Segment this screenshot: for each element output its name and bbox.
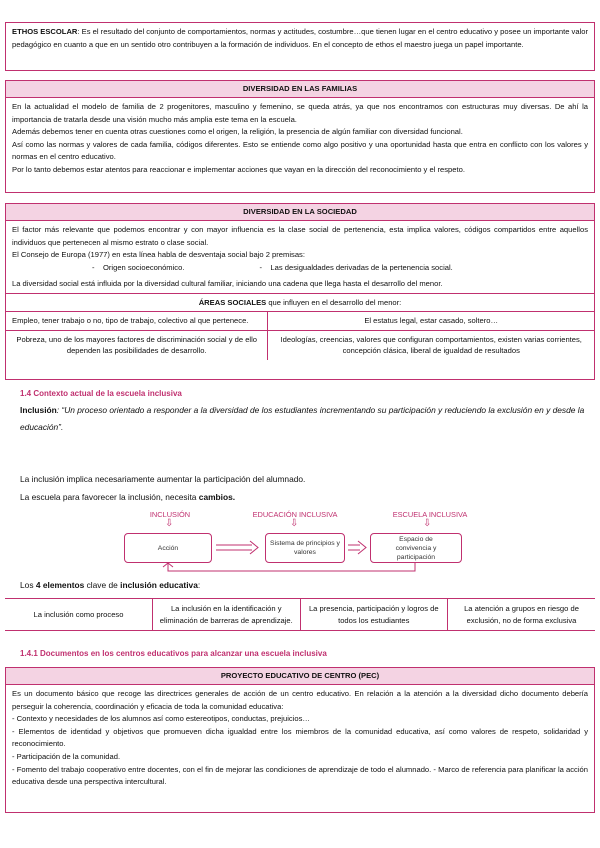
area-cell: Pobreza, uno de los mayores factores de discriminación social y de ello dependen las posibilidades de desarrollo. <box>6 330 268 360</box>
familias-paragraph: Así como las normas y valores de cada familia, códigos diferentes. Esto se entiende como algo positivo y una oportunidad hasta que entra en conflicto con los valores y normas en el centro educativo. <box>12 139 588 162</box>
right-arrow-icon <box>348 541 366 554</box>
pec-line: Es un documento básico que recoge las directrices generales de acción de un centro educativo. En relación a la atención a la diversidad dicho documento debería perseguir la coherencia, coordinación y eficacia de toda la comunidad educativa: <box>12 689 588 711</box>
right-arrow-icon <box>216 541 258 554</box>
area-cell: Empleo, tener trabajo o no, tipo de trabajo, colectivo al que pertenece. <box>6 312 268 331</box>
familias-paragraph: Por lo tanto debemos estar atentos para reaccionar e implementar acciones que vayan en la dirección del reconocimiento y el respeto. <box>12 164 465 174</box>
flow-box-sistema: Sistema de principios y valores <box>265 533 345 563</box>
pec-line: - Contexto y necesidades de los alumnos así como estereotipos, conductas, prejuicios… <box>12 714 310 724</box>
familias-title: DIVERSIDAD EN LAS FAMILIAS <box>6 81 594 98</box>
pec-line: - Elementos de identidad y objetivos que promueven dicha igualdad entre los miembros de la comunidad educativa, así como valores de respeto, solidaridad y reconocimiento. <box>12 726 588 749</box>
sociedad-title: DIVERSIDAD EN LA SOCIEDAD <box>6 204 594 221</box>
flow-box-accion: Acción <box>124 533 212 563</box>
sociedad-p1: El factor más relevante que podemos encontrar y con mayor influencia es la clase social de pertenencia, esta implica valores, códigos compartidos entre aquellos individuos que pertenecen al mismo estrato o clase social. <box>12 225 588 247</box>
four-elements-table <box>5 598 595 631</box>
pec-title: PROYECTO EDUCATIVO DE CENTRO (PEC) <box>6 668 594 685</box>
section-1-4-heading: 1.4 Contexto actual de la escuela inclusiva <box>20 389 182 398</box>
ethos-text: ETHOS ESCOLAR: Es el resultado del conjunto de comportamientos, normas y actitudes, costumbre…que tienen lugar en el centro educativo y posee un importante valor pedagógico en cuanto a que en un sentido otro contribuyen a la formación de individuos. En el concepto de ethos el maestro juega un papel importante. <box>12 27 588 49</box>
area-cell: Ideologías, creencias, valores que configuran comportamientos, existen varias corrientes, concepción clásica, liberal de igualdad de resultados <box>268 330 594 360</box>
return-arrow-icon <box>163 563 415 571</box>
sociedad-p2: El Consejo de Europa (1977) en esta línea habla de desventaja social bajo 2 premisas: <box>12 250 305 260</box>
element-cell: La inclusión en la identificación y eliminación de barreras de aprendizaje. <box>153 599 301 631</box>
inclusion-line-3: La escuela para favorecer la inclusión, necesita cambios. <box>20 492 236 502</box>
pec-box <box>5 667 595 813</box>
familias-paragraph: En la actualidad el modelo de familia de 2 progenitores, masculino y femenino, se queda atrás, ya que nos encontramos con estructuras muy diversas. De ahí la importancia de tratarla desde una visión mucho más amplia este tema en la escuela. <box>12 102 588 124</box>
inclusion-definition: Inclusión: “Un proceso orientado a responder a la diversidad de los estudiantes incrementando su participación y reduciendo la exclusión en y desde la educación”. <box>20 405 585 432</box>
areas-title: ÁREAS SOCIALES que influyen en el desarrollo del menor: <box>6 293 594 312</box>
element-cell: La inclusión como proceso <box>5 599 153 631</box>
area-cell: El estatus legal, estar casado, soltero… <box>268 312 594 331</box>
flow-label-inclusion: INCLUSIÓN <box>149 510 191 519</box>
inclusion-line-2: La inclusión implica necesariamente aumentar la participación del alumnado. <box>20 474 306 484</box>
flow-label-escuela: ESCUELA INCLUSIVA <box>392 510 468 519</box>
element-cell: La atención a grupos en riesgo de exclusión, no de forma exclusiva <box>448 599 596 631</box>
four-elements-intro: Los 4 elementos clave de inclusión educativa: <box>20 580 201 590</box>
down-arrow-icon: ⇩ <box>165 518 174 529</box>
down-arrow-icon: ⇩ <box>423 518 432 529</box>
flow-label-educacion: EDUCACIÓN INCLUSIVA <box>252 510 338 519</box>
section-1-4-1-heading: 1.4.1 Documentos en los centros educativos para alcanzar una escuela inclusiva <box>20 649 327 658</box>
familias-paragraph: Además debemos tener en cuenta otras cuestiones como el origen, la religión, la presencia de algún familiar con diversidad funcional. <box>12 127 463 137</box>
flow-box-espacio: Espacio de convivencia y participación <box>370 533 462 563</box>
sociedad-p3: La diversidad social está influida por la diversidad cultural familiar, iniciando una cadena que llega hasta el desarrollo del menor. <box>12 279 443 289</box>
element-cell: La presencia, participación y logros de todos los estudiantes <box>300 599 448 631</box>
down-arrow-icon: ⇩ <box>290 518 299 529</box>
pec-line: - Fomento del trabajo cooperativo entre docentes, con el fin de mejorar las condiciones de aprendizaje de todo el alumnado. - Marco de referencia para planificar la acción educativa desde una perspectiva intercultural. <box>12 764 588 787</box>
pec-line: - Participación de la comunidad. <box>12 751 121 761</box>
sociedad-bullets: - Origen socioeconómico. - Las desigualdades derivadas de la pertenencia social. <box>92 262 453 272</box>
